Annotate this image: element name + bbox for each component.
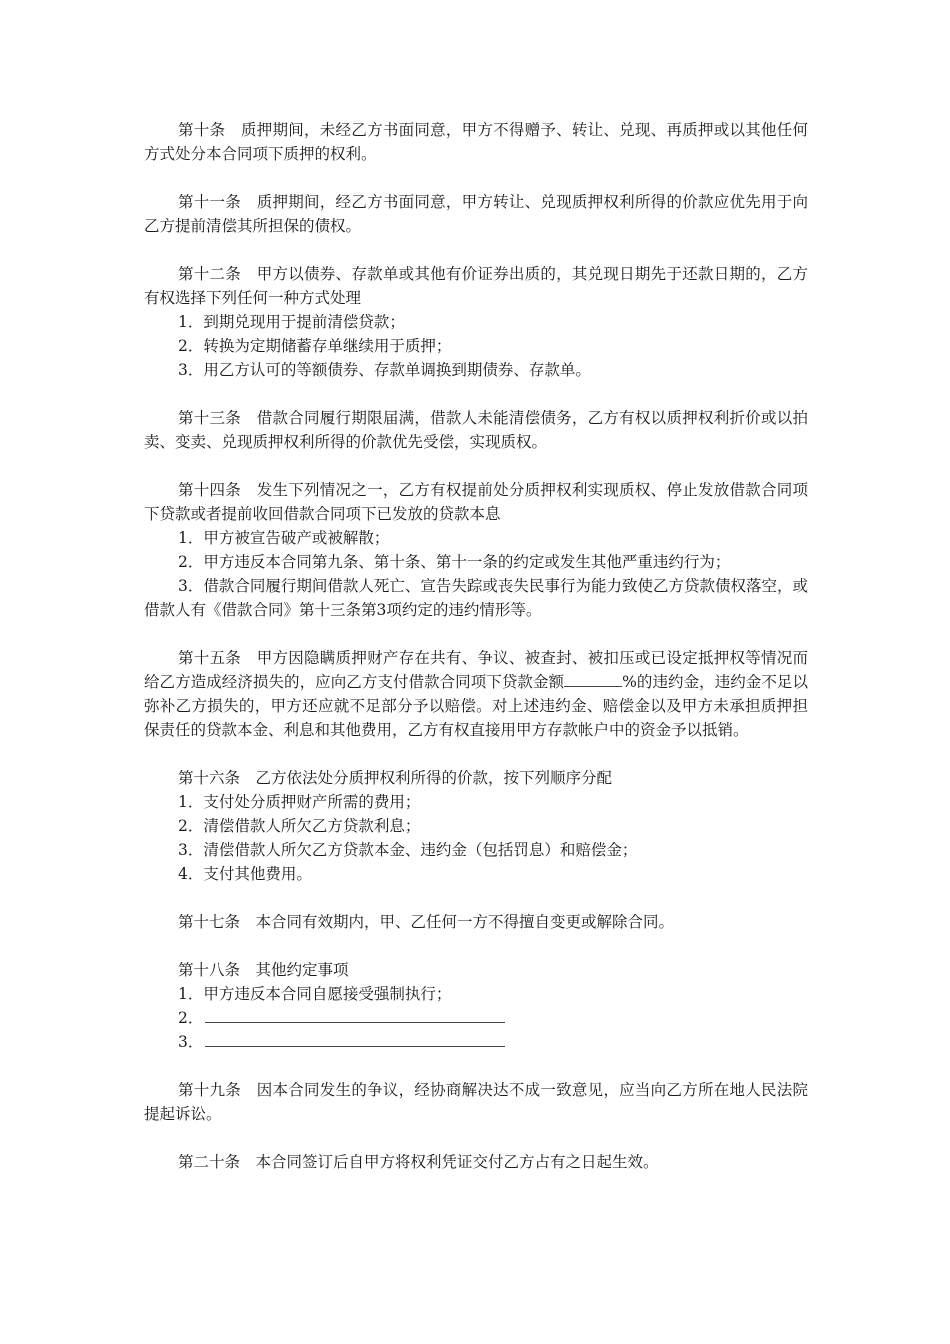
article-15-text bbox=[144, 646, 808, 742]
article-10 bbox=[144, 118, 808, 166]
article-16-text: 第十六条 乙方依法处分质押权利所得的价款，按下列顺序分配 bbox=[178, 769, 613, 787]
article-18-text: 第十八条 其他约定事项 bbox=[178, 961, 349, 979]
list-item: 3．借款合同履行期间借款人死亡、宣告失踪或丧失民事行为能力致使乙方贷款债权落空，或借款人有《借款合同》第十三条第3项约定的违约情形等。 bbox=[144, 577, 808, 619]
article-18 bbox=[144, 958, 808, 1054]
list-item: 1．甲方被宣告破产或被解散； bbox=[178, 529, 390, 547]
blank-line bbox=[205, 1008, 505, 1023]
article-15-text-after: %的违约金，违约金不足以弥补乙方损失的，甲方还应就不足部分予以赔偿。对上述违约金、赔偿金以及甲方未承担质押担保责任的贷款本金、利息和其他费用，乙方有权直接用甲方存款帐户中的资金予以抵销。 bbox=[144, 673, 808, 739]
article-15 bbox=[144, 646, 808, 742]
article-11-text: 第十一条 质押期间，经乙方书面同意，甲方转让、兑现质押权利所得的价款应优先用于向乙方提前清偿其所担保的债权。 bbox=[144, 193, 808, 235]
article-16 bbox=[144, 766, 808, 886]
list-item: 3．清偿借款人所欠乙方贷款本金、违约金（包括罚息）和赔偿金； bbox=[178, 841, 638, 859]
list-item: 1．到期兑现用于提前清偿贷款； bbox=[178, 313, 405, 331]
article-14 bbox=[144, 478, 808, 622]
list-item-blank bbox=[144, 1006, 808, 1030]
article-14-text: 第十四条 发生下列情况之一，乙方有权提前处分质押权利实现质权、停止发放借款合同项下贷款或者提前收回借款合同项下已发放的贷款本息 bbox=[144, 481, 808, 523]
article-12 bbox=[144, 262, 808, 382]
article-12-text: 第十二条 甲方以债券、存款单或其他有价证券出质的，其兑现日期先于还款日期的，乙方有权选择下列任何一种方式处理 bbox=[144, 265, 808, 307]
article-19-text: 第十九条 因本合同发生的争议，经协商解决达不成一致意见，应当向乙方所在地人民法院提起诉讼。 bbox=[144, 1081, 808, 1123]
list-item: 2．清偿借款人所欠乙方贷款利息； bbox=[178, 817, 421, 835]
list-item-number: 2． bbox=[178, 1009, 204, 1027]
article-15-text-before: 第十五条 甲方因隐瞒质押财产存在共有、争议、被查封、被扣压或已设定抵押权等情况而给乙方造成经济损失的，应向乙方支付借款合同项下贷款金额 bbox=[144, 649, 808, 691]
list-item: 1．支付处分质押财产所需的费用； bbox=[178, 793, 421, 811]
article-11 bbox=[144, 190, 808, 238]
list-item: 4．支付其他费用。 bbox=[178, 865, 312, 883]
blank-line bbox=[205, 1032, 505, 1047]
list-item: 2．转换为定期储蓄存单继续用于质押； bbox=[178, 337, 452, 355]
article-20-text: 第二十条 本合同签订后自甲方将权利凭证交付乙方占有之日起生效。 bbox=[178, 1153, 659, 1171]
contract-body bbox=[144, 118, 808, 1198]
article-20 bbox=[144, 1150, 808, 1174]
list-item: 1．甲方违反本合同自愿接受强制执行； bbox=[178, 985, 452, 1003]
article-17 bbox=[144, 910, 808, 934]
article-17-text: 第十七条 本合同有效期内，甲、乙任何一方不得擅自变更或解除合同。 bbox=[178, 913, 675, 931]
list-item-blank bbox=[144, 1030, 808, 1054]
list-item: 2．甲方违反本合同第九条、第十条、第十一条的约定或发生其他严重违约行为； bbox=[178, 553, 731, 571]
percentage-blank-line bbox=[564, 672, 622, 687]
list-item-number: 3． bbox=[178, 1033, 204, 1051]
article-10-text: 第十条 质押期间，未经乙方书面同意，甲方不得赠予、转让、兑现、再质押或以其他任何方式处分本合同项下质押的权利。 bbox=[144, 121, 808, 163]
article-13 bbox=[144, 406, 808, 454]
list-item: 3．用乙方认可的等额债券、存款单调换到期债券、存款单。 bbox=[178, 361, 591, 379]
article-19 bbox=[144, 1078, 808, 1126]
article-13-text: 第十三条 借款合同履行期限届满，借款人未能清偿债务，乙方有权以质押权利折价或以拍卖、变卖、兑现质押权利所得的价款优先受偿，实现质权。 bbox=[144, 409, 808, 451]
